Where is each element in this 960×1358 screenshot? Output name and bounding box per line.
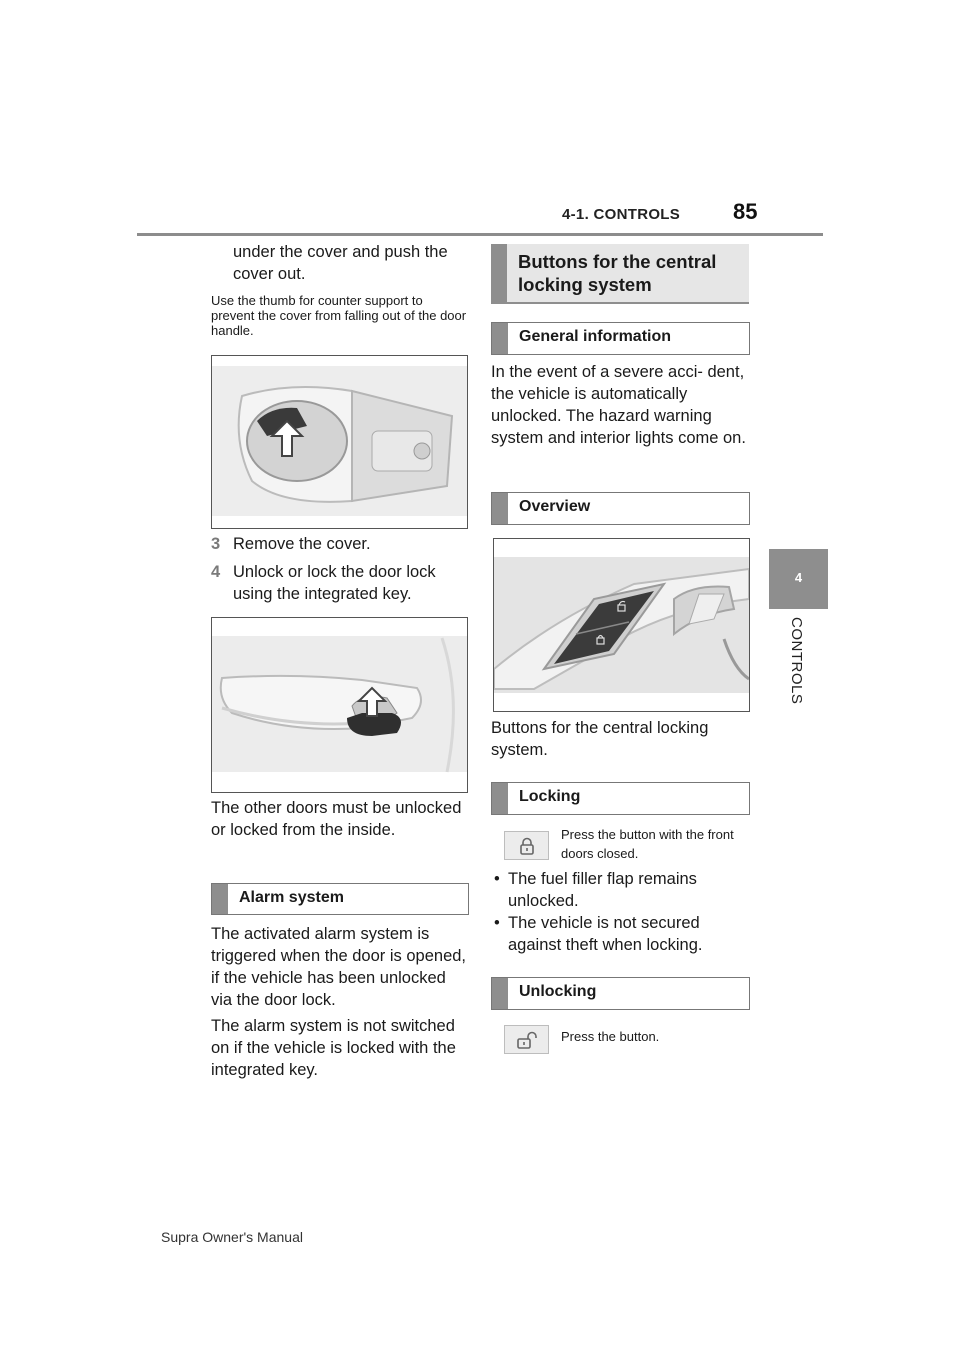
heading-bar	[212, 884, 228, 914]
other-doors-text: The other doors must be unlocked or locked from the inside.	[211, 799, 462, 839]
overview-caption: Buttons for the central locking system.	[491, 719, 709, 759]
lock-open-icon	[517, 1031, 537, 1049]
heading-bar	[492, 323, 508, 354]
unlocking-instruction: Press the button.	[561, 1029, 660, 1044]
heading-bar	[492, 783, 508, 814]
thumb-note: Use the thumb for counter support to prevent the cover from falling out of the door handle.	[211, 293, 467, 338]
step-4-text: Unlock or lock the door lock using the integrated key.	[233, 563, 436, 603]
lock-button-icon	[504, 831, 549, 860]
alarm-paragraph-1: The activated alarm system is triggered when the door is opened, if the vehicle has been unlocked via the door lock.	[211, 925, 467, 1009]
lock-closed-icon	[518, 837, 536, 855]
unlocking-heading: Unlocking	[519, 983, 597, 1000]
central-locking-heading-box	[491, 244, 749, 304]
alarm-paragraph-2: The alarm system is not switched on if the vehicle is locked with the integrated key.	[211, 1017, 456, 1079]
locking-notes-list	[491, 868, 749, 956]
door-handle-cover-illustration	[212, 356, 467, 528]
heading-bar	[491, 244, 507, 304]
list-item: • The fuel filler flap remains unlocked.	[491, 868, 749, 912]
overview-heading: Overview	[519, 498, 591, 515]
step-4	[211, 561, 467, 603]
figure-central-locking-buttons	[493, 538, 750, 712]
alarm-system-heading: Alarm system	[239, 889, 344, 906]
figure-door-handle-cover	[211, 355, 468, 529]
list-item: • The vehicle is not secured against theft when locking.	[491, 912, 749, 956]
locking-heading-box	[491, 782, 750, 815]
chapter-number: 4	[794, 570, 803, 585]
locking-instruction: Press the button with the front doors closed.	[561, 827, 734, 861]
step-3	[211, 533, 467, 555]
page-number: 85	[733, 199, 758, 224]
overview-heading-box	[491, 492, 750, 525]
header-rule	[137, 233, 823, 236]
chapter-label: CONTROLS	[788, 617, 805, 705]
central-locking-heading: Buttons for the central locking system	[518, 251, 717, 295]
step-4-number: 4	[211, 563, 221, 581]
figure-door-lock-key	[211, 617, 468, 793]
step-3-text: Remove the cover.	[233, 535, 371, 553]
unlocking-heading-box	[491, 977, 750, 1010]
step-3-number: 3	[211, 535, 221, 553]
manual-title: Supra Owner's Manual	[161, 1229, 303, 1245]
heading-bar	[492, 493, 508, 524]
heading-bar	[492, 978, 508, 1009]
locking-heading: Locking	[519, 788, 581, 805]
general-info-heading-box	[491, 322, 750, 355]
door-lock-key-illustration	[212, 618, 467, 792]
section-title: 4-1. CONTROLS	[562, 206, 681, 223]
intro-text: under the cover and push the cover out.	[233, 243, 448, 283]
general-info-heading: General information	[519, 328, 672, 345]
general-info-text: In the event of a severe acci- dent, the vehicle is automatically unlocked. The hazard warning system and interior lights come on.	[491, 363, 746, 447]
unlock-button-icon	[504, 1025, 549, 1054]
central-locking-buttons-illustration	[494, 539, 749, 711]
alarm-system-heading-box	[211, 883, 469, 915]
